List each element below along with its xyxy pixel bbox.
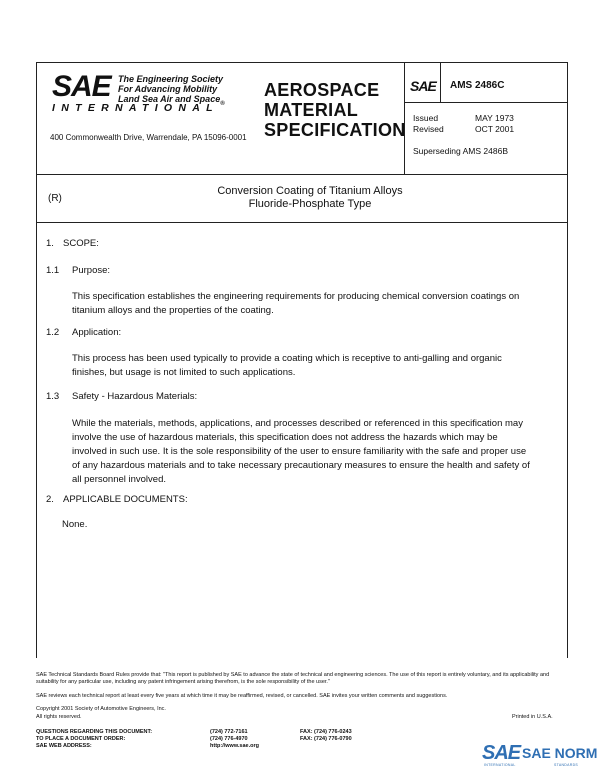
footer-review: SAE reviews each technical report at least every five years at which time it may be reaffirmed, revised, or cancelled. SAE invites your written comments and suggestions. <box>36 693 448 699</box>
document-title-line-2: Fluoride-Phosphate Type <box>248 198 372 210</box>
spec-title-line-3: SPECIFICATION <box>264 120 406 140</box>
footer-rights: All rights reserved. <box>36 714 82 720</box>
revised-row <box>413 123 563 135</box>
footer-order-tel: (724) 776-4970 <box>210 736 248 742</box>
section-1-3-text: While the materials, methods, applications, and processes described or referenced in this specification may involve the use of hazardous materials, this specification does not address the hazards which may be involved in such use. It is the sole responsibility of the user to ensure familiarity with the safe and proper use of any hazardous materials and to take necessary precautionary measures to ensure the health and safety of all personnel involved. <box>72 418 530 485</box>
sae-norm-watermark <box>482 742 598 772</box>
sae-logo: SAE <box>52 70 111 103</box>
section-2-text: None. <box>62 519 88 530</box>
section-1-1-text: This specification establishes the engineering requirements for producing chemical conversion coatings on titanium alloys and the properties of the coating. <box>72 291 520 316</box>
section-1-3-heading <box>46 391 198 402</box>
footer-order-label: TO PLACE A DOCUMENT ORDER: <box>36 736 126 742</box>
footer-web-label: SAE WEB ADDRESS: <box>36 743 92 749</box>
superseding-label: Superseding <box>413 146 461 156</box>
footer-policy: SAE Technical Standards Board Rules provide that: "This report is published by SAE to advance the state of technical and engineering sciences. The use of this report is entirely voluntary, and its applicability and suitability for any particular use, including any patent infringement arising therefrom, is the sole responsibility of the user." <box>36 672 550 685</box>
section-1-1-heading <box>46 265 111 276</box>
issued-date: MAY 1973 <box>475 113 514 123</box>
section-number: 2. <box>46 494 54 505</box>
watermark-sub-right: STANDARDS <box>554 763 579 767</box>
superseding-row <box>413 145 563 157</box>
small-sae-logo: SAE <box>410 78 436 94</box>
footer-questions-tel: (724) 772-7161 <box>210 729 248 735</box>
section-title: SCOPE: <box>63 238 99 249</box>
society-address: 400 Commonwealth Drive, Warrendale, PA 15096-0001 <box>50 133 247 142</box>
section-1-2-text: This process has been used typically to provide a coating which is receptive to anti-galling and organic finishes, but usage is not limited to such applications. <box>72 353 502 378</box>
document-title-line-1: Conversion Coating of Titanium Alloys <box>217 185 403 197</box>
issued-label: Issued <box>413 113 439 123</box>
superseding-value: AMS 2486B <box>462 146 509 156</box>
ams-number: AMS 2486C <box>450 80 505 91</box>
revised-label: Revised <box>413 124 444 134</box>
document-title <box>160 185 460 211</box>
revision-mark: (R) <box>48 193 62 204</box>
footer-printed: Printed in U.S.A. <box>512 714 553 720</box>
tagline-line-3: Land Sea Air and Space$_®$ <box>118 94 225 107</box>
tagline-line-2: For Advancing Mobility <box>118 84 218 94</box>
footer-questions-fax: FAX: (724) 776-0243 <box>300 729 352 735</box>
footer-web-link[interactable]: http://www.sae.org <box>210 743 259 749</box>
section-number: 1.1 <box>46 265 60 276</box>
footer-copyright: Copyright 2001 Society of Automotive Engineers, Inc. <box>36 706 166 712</box>
watermark-sub-left: INTERNATIONAL <box>484 763 516 767</box>
section-number: 1.3 <box>46 391 60 402</box>
section-title: Application: <box>72 327 122 338</box>
watermark-logo: SAE <box>482 742 521 764</box>
watermark-text: SAE NORM <box>522 745 598 761</box>
section-number: 1.2 <box>46 327 60 338</box>
section-1-heading <box>46 238 99 249</box>
section-1-2-heading <box>46 327 122 338</box>
section-title: Safety - Hazardous Materials: <box>72 391 198 402</box>
tagline-line-1: The Engineering Society <box>118 74 224 84</box>
footer-questions-label: QUESTIONS REGARDING THIS DOCUMENT: <box>36 729 153 735</box>
revised-date: OCT 2001 <box>475 124 515 134</box>
footer-order-fax: FAX: (724) 776-0790 <box>300 736 352 742</box>
section-number: 1. <box>46 238 54 249</box>
international-label: INTERNATIONAL <box>52 102 219 114</box>
spec-title-line-2: MATERIAL <box>264 100 359 120</box>
spec-title-line-1: AEROSPACE <box>264 80 380 100</box>
section-2-heading <box>46 494 188 505</box>
spec-title <box>264 80 406 140</box>
section-title: APPLICABLE DOCUMENTS: <box>63 494 188 505</box>
section-title: Purpose: <box>72 265 111 276</box>
